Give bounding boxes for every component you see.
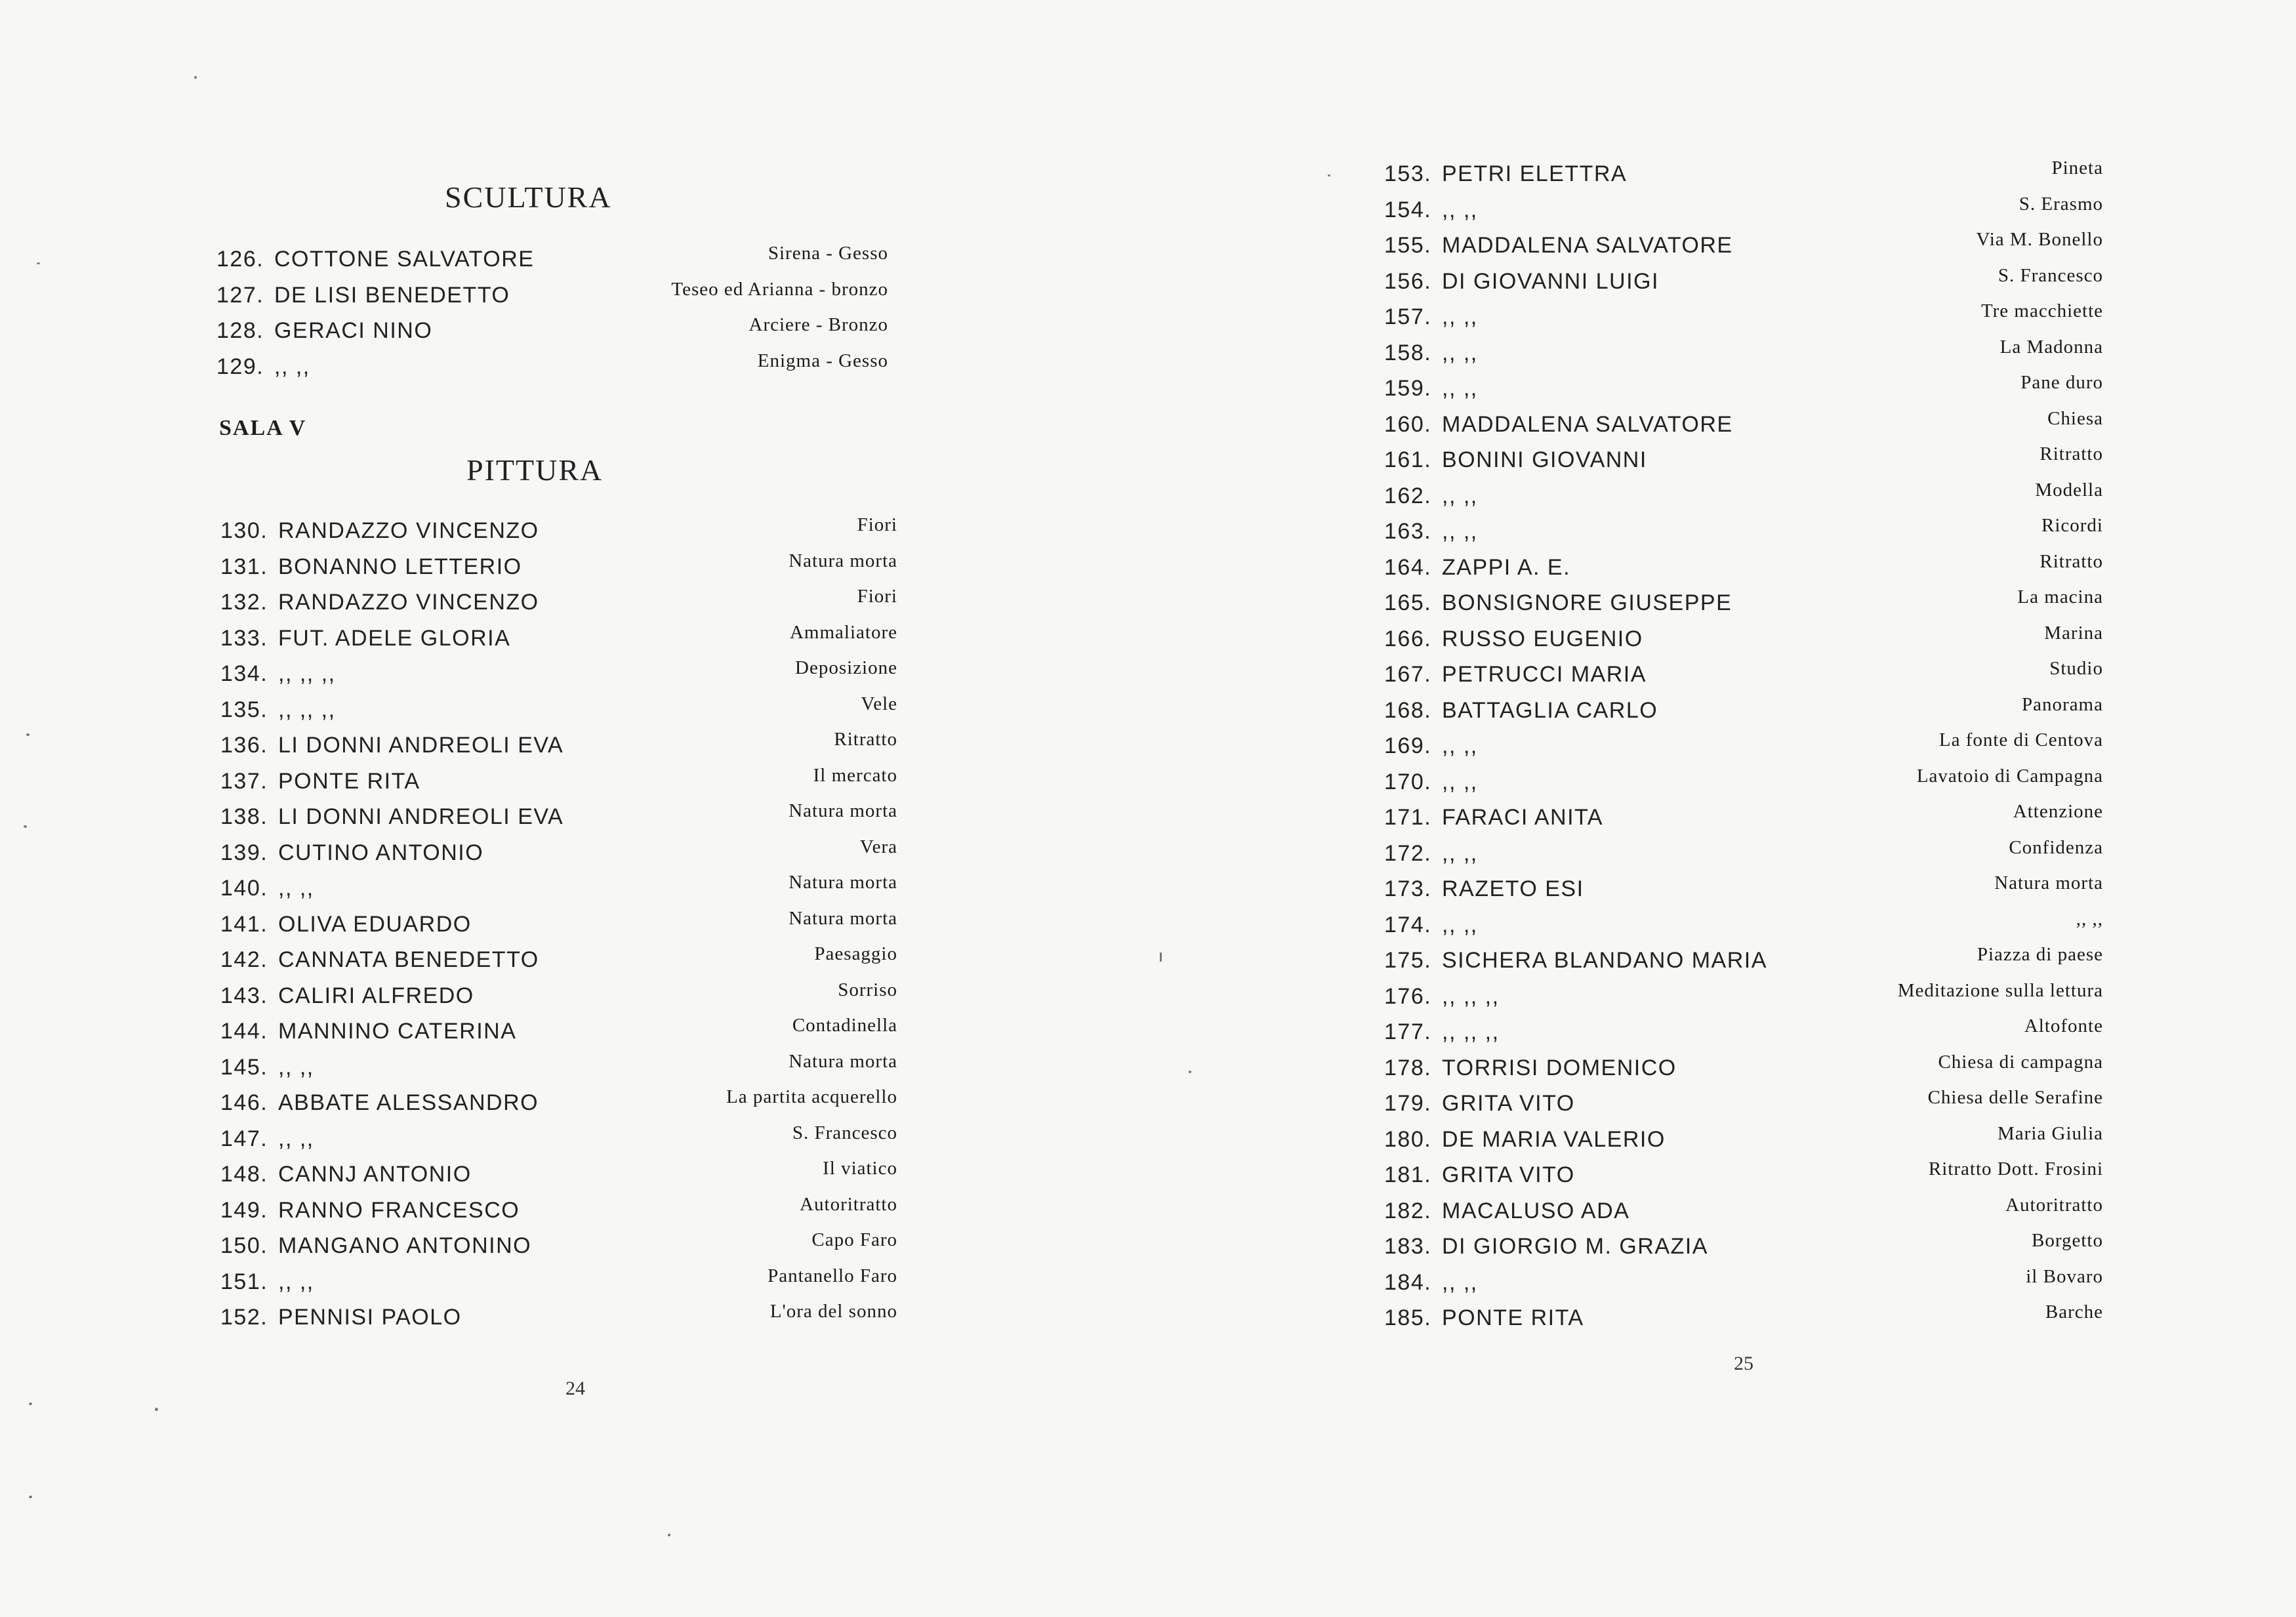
entry-name: PENNISI PAOLO bbox=[278, 1305, 462, 1330]
catalog-entry bbox=[1384, 1230, 2103, 1270]
entry-name: LI DONNI ANDREOLI EVA bbox=[278, 733, 564, 758]
entry-name: BONINI GIOVANNI bbox=[1442, 447, 1647, 472]
entry-title: Ritratto Dott. Frosini bbox=[1928, 1158, 2103, 1179]
catalog-entry bbox=[1384, 979, 2103, 1020]
entry-name: RANDAZZO VINCENZO bbox=[278, 518, 539, 543]
entry-num: 180. bbox=[1384, 1126, 1432, 1152]
entry-title: Natura morta bbox=[1994, 872, 2103, 893]
entry-name: RANDAZZO VINCENZO bbox=[278, 590, 539, 615]
catalog-entry bbox=[220, 1122, 897, 1162]
entry-name: ,, ,, bbox=[278, 1126, 314, 1151]
entry-name: ,, ,, bbox=[1442, 340, 1478, 365]
entry-title: Contadinella bbox=[792, 1015, 897, 1036]
catalog-entry bbox=[1384, 193, 2103, 234]
entry-num: 150. bbox=[220, 1233, 268, 1258]
entry-num: 130. bbox=[220, 518, 268, 543]
catalog-entry bbox=[1384, 622, 2103, 663]
entry-num: 181. bbox=[1384, 1162, 1432, 1187]
entry-name: CANNATA BENEDETTO bbox=[278, 947, 539, 972]
entry-name: MACALUSO ADA bbox=[1442, 1198, 1630, 1223]
entry-name: DI GIOVANNI LUIGI bbox=[1442, 268, 1659, 294]
catalog-entry bbox=[1384, 1087, 2103, 1127]
entry-title: La partita acquerello bbox=[726, 1086, 897, 1107]
catalog-entry bbox=[220, 514, 897, 554]
scan-speck bbox=[1189, 1071, 1191, 1073]
catalog-entry bbox=[220, 586, 897, 626]
entry-name: ,, ,, bbox=[1442, 912, 1478, 937]
entry-title: S. Erasmo bbox=[2019, 193, 2103, 215]
catalog-entry bbox=[220, 943, 897, 983]
catalog-entry bbox=[1384, 801, 2103, 841]
entry-num: 165. bbox=[1384, 590, 1432, 615]
entry-title: Il mercato bbox=[813, 764, 897, 786]
entry-num: 185. bbox=[1384, 1305, 1432, 1330]
scan-speck bbox=[26, 733, 30, 736]
entry-name: GRITA VITO bbox=[1442, 1162, 1575, 1187]
entry-name: BONSIGNORE GIUSEPPE bbox=[1442, 590, 1732, 615]
entry-name: ,, ,, bbox=[278, 876, 314, 901]
entry-num: 177. bbox=[1384, 1019, 1432, 1044]
entry-name: ,, ,, ,, bbox=[278, 661, 336, 686]
catalog-entry bbox=[1384, 693, 2103, 734]
entry-title: Sirena - Gesso bbox=[768, 243, 888, 264]
scan-speck bbox=[155, 1408, 158, 1411]
entry-title: Chiesa bbox=[2047, 407, 2103, 429]
entry-num: 148. bbox=[220, 1162, 268, 1187]
entry-title: Ammaliatore bbox=[789, 621, 897, 643]
entry-num: 149. bbox=[220, 1197, 268, 1223]
catalog-entry bbox=[216, 278, 888, 319]
entry-title: La fonte di Centova bbox=[1938, 729, 2103, 750]
entry-num: 132. bbox=[220, 590, 268, 615]
entry-num: 167. bbox=[1384, 662, 1432, 687]
catalog-entry bbox=[1384, 1265, 2103, 1306]
pittura-heading: PITTURA bbox=[466, 453, 604, 487]
entry-num: 160. bbox=[1384, 411, 1432, 437]
entry-title: S. Francesco bbox=[792, 1122, 897, 1143]
catalog-entry bbox=[220, 1050, 897, 1091]
catalog-entry bbox=[1384, 836, 2103, 877]
catalog-entry bbox=[1384, 229, 2103, 269]
entry-title: Maria Giulia bbox=[1998, 1122, 2103, 1144]
entry-title: Confidenza bbox=[2009, 836, 2103, 858]
entry-title: Fiori bbox=[857, 514, 897, 535]
entry-num: 169. bbox=[1384, 733, 1432, 758]
entry-num: 136. bbox=[220, 733, 268, 758]
entry-num: 163. bbox=[1384, 519, 1432, 544]
entry-num: 158. bbox=[1384, 340, 1432, 365]
catalog-entry bbox=[1384, 157, 2103, 197]
entry-title: Marina bbox=[2044, 622, 2103, 644]
catalog-entry bbox=[1384, 1122, 2103, 1163]
entry-name: DE LISI BENEDETTO bbox=[274, 282, 510, 308]
entry-num: 155. bbox=[1384, 233, 1432, 258]
entry-num: 171. bbox=[1384, 805, 1432, 830]
scan-speck bbox=[29, 1496, 32, 1498]
entry-name: GRITA VITO bbox=[1442, 1091, 1575, 1116]
right-page bbox=[1148, 0, 2296, 1617]
entry-title: Vera bbox=[859, 836, 897, 857]
entry-name: PONTE RITA bbox=[1442, 1305, 1584, 1330]
entry-name: ,, ,, bbox=[1442, 733, 1478, 758]
entry-name: MADDALENA SALVATORE bbox=[1442, 233, 1733, 258]
entry-num: 151. bbox=[220, 1269, 268, 1294]
scan-speck bbox=[1328, 174, 1330, 176]
scan-speck bbox=[29, 1402, 32, 1405]
entry-name: ,, ,, bbox=[1442, 519, 1478, 544]
pittura-list bbox=[220, 514, 897, 1341]
scultura-list bbox=[216, 243, 888, 390]
catalog-entry bbox=[220, 836, 897, 876]
entry-num: 147. bbox=[220, 1126, 268, 1151]
entry-name: MADDALENA SALVATORE bbox=[1442, 411, 1733, 437]
entry-num: 145. bbox=[220, 1054, 268, 1080]
catalog-entry bbox=[1384, 336, 2103, 377]
entry-name: GERACI NINO bbox=[274, 318, 433, 343]
catalog-entry bbox=[1384, 550, 2103, 591]
catalog-entry bbox=[220, 693, 897, 733]
entry-title: Attenzione bbox=[2013, 801, 2103, 822]
catalog-entry bbox=[220, 979, 897, 1019]
entry-num: 152. bbox=[220, 1305, 268, 1330]
entry-title: Pantanello Faro bbox=[768, 1265, 897, 1286]
entry-name: ABBATE ALESSANDRO bbox=[278, 1090, 539, 1115]
entry-num: 126. bbox=[216, 247, 264, 272]
entry-title: Natura morta bbox=[789, 1050, 897, 1072]
catalog-entry bbox=[220, 800, 897, 840]
entry-num: 138. bbox=[220, 804, 268, 829]
entry-title: Ritratto bbox=[2040, 550, 2103, 572]
entry-title: Lavatoio di Campagna bbox=[1916, 765, 2103, 787]
catalog-entry bbox=[220, 1229, 897, 1269]
scultura-heading: SCULTURA bbox=[445, 180, 612, 214]
entry-num: 172. bbox=[1384, 840, 1432, 866]
entry-name: ,, ,, bbox=[1442, 1269, 1478, 1295]
entry-num: 129. bbox=[216, 354, 264, 379]
entry-name: TORRISI DOMENICO bbox=[1442, 1055, 1677, 1080]
entry-title: La Madonna bbox=[1999, 336, 2103, 358]
entry-num: 156. bbox=[1384, 268, 1432, 294]
entry-title: Borgetto bbox=[2032, 1230, 2103, 1251]
entry-name: CALIRI ALFREDO bbox=[278, 983, 474, 1008]
entry-num: 173. bbox=[1384, 876, 1432, 901]
entry-name: ,, ,, bbox=[274, 354, 310, 379]
scan-speck bbox=[24, 825, 27, 828]
entry-name: ,, ,, bbox=[1442, 197, 1478, 222]
entry-name: ,, ,, bbox=[1442, 376, 1478, 401]
entry-num: 128. bbox=[216, 318, 264, 343]
catalog-entry bbox=[1384, 443, 2103, 483]
entry-name: MANGANO ANTONINO bbox=[278, 1233, 532, 1258]
catalog-entry bbox=[220, 1086, 897, 1126]
catalog-entry bbox=[220, 657, 897, 697]
entry-name: SICHERA BLANDANO MARIA bbox=[1442, 948, 1767, 973]
entry-title: Meditazione sulla lettura bbox=[1897, 979, 2103, 1001]
catalog-entry bbox=[1384, 1051, 2103, 1092]
entry-name: ,, ,, bbox=[278, 1269, 314, 1294]
entry-name: COTTONE SALVATORE bbox=[274, 247, 535, 272]
entry-name: RUSSO EUGENIO bbox=[1442, 626, 1643, 651]
entry-num: 143. bbox=[220, 983, 268, 1008]
entry-name: CANNJ ANTONIO bbox=[278, 1162, 472, 1187]
entry-name: CUTINO ANTONIO bbox=[278, 840, 484, 865]
entry-name: FUT. ADELE GLORIA bbox=[278, 625, 511, 651]
catalog-entry bbox=[220, 1265, 897, 1305]
entry-num: 175. bbox=[1384, 948, 1432, 973]
catalog-entry bbox=[1384, 1194, 2103, 1235]
catalog-entry bbox=[1384, 407, 2103, 448]
entry-num: 176. bbox=[1384, 983, 1432, 1009]
entry-title: Capo Faro bbox=[811, 1229, 897, 1250]
scan-speck bbox=[194, 76, 197, 79]
catalog-entry bbox=[1384, 1015, 2103, 1055]
entry-num: 162. bbox=[1384, 483, 1432, 508]
sala-label: SALA V bbox=[219, 416, 307, 440]
entry-num: 159. bbox=[1384, 376, 1432, 401]
entry-num: 144. bbox=[220, 1019, 268, 1044]
catalog-entry bbox=[1384, 765, 2103, 806]
catalog-entry bbox=[220, 1158, 897, 1198]
entry-title: S. Francesco bbox=[1998, 264, 2103, 286]
catalog-entry bbox=[220, 1301, 897, 1341]
catalog-entry bbox=[220, 1015, 897, 1055]
entry-num: 184. bbox=[1384, 1269, 1432, 1295]
entry-num: 166. bbox=[1384, 626, 1432, 651]
entry-title: Chiesa di campagna bbox=[1938, 1051, 2103, 1073]
entry-num: 137. bbox=[220, 768, 268, 794]
entry-title: Vele bbox=[861, 693, 897, 714]
entry-name: DE MARIA VALERIO bbox=[1442, 1126, 1666, 1152]
entry-num: 135. bbox=[220, 697, 268, 722]
entry-num: 164. bbox=[1384, 554, 1432, 580]
entry-title: Pineta bbox=[2051, 157, 2103, 178]
catalog-entry bbox=[1384, 1301, 2103, 1341]
entry-title: Deposizione bbox=[795, 657, 897, 678]
entry-name: ,, ,, ,, bbox=[278, 697, 336, 722]
entry-title: Tre macchiette bbox=[1980, 300, 2103, 321]
catalog-entry bbox=[220, 872, 897, 912]
entry-num: 183. bbox=[1384, 1234, 1432, 1259]
entry-title: Via M. Bonello bbox=[1976, 229, 2103, 250]
entry-title: Il viatico bbox=[823, 1158, 897, 1179]
entry-title: Piazza di paese bbox=[1977, 944, 2103, 965]
entry-num: 140. bbox=[220, 876, 268, 901]
entry-num: 133. bbox=[220, 625, 268, 651]
entry-title: Arciere - Bronzo bbox=[748, 314, 888, 335]
catalog-entry bbox=[1384, 586, 2103, 626]
entry-name: BONANNO LETTERIO bbox=[278, 554, 522, 579]
catalog-entry bbox=[1384, 908, 2103, 949]
entry-title: Pane duro bbox=[2020, 372, 2103, 393]
entry-name: ,, ,, bbox=[1442, 769, 1478, 794]
scan-speck bbox=[37, 262, 40, 264]
entry-name: RANNO FRANCESCO bbox=[278, 1197, 520, 1223]
entry-title: Autoritratto bbox=[800, 1193, 897, 1215]
entry-num: 174. bbox=[1384, 912, 1432, 937]
entry-num: 179. bbox=[1384, 1091, 1432, 1116]
entry-name: DI GIORGIO M. GRAZIA bbox=[1442, 1234, 1708, 1259]
entry-num: 142. bbox=[220, 947, 268, 972]
entry-num: 139. bbox=[220, 840, 268, 865]
entry-title: il Bovaro bbox=[2026, 1265, 2103, 1287]
entry-name: PONTE RITA bbox=[278, 768, 420, 794]
catalog-entry bbox=[216, 314, 888, 354]
entry-num: 127. bbox=[216, 282, 264, 308]
entry-name: FARACI ANITA bbox=[1442, 805, 1603, 830]
catalog-entry bbox=[220, 621, 897, 662]
catalog-entry bbox=[1384, 658, 2103, 698]
catalog-entry bbox=[220, 907, 897, 948]
entry-title: Sorriso bbox=[838, 979, 897, 1000]
entry-title: ,, ,, bbox=[2076, 908, 2103, 930]
entry-name: OLIVA EDUARDO bbox=[278, 911, 472, 937]
entry-num: 161. bbox=[1384, 447, 1432, 472]
catalog-entry bbox=[1384, 300, 2103, 340]
entry-title: Chiesa delle Serafine bbox=[1927, 1087, 2103, 1108]
entry-title: Ritratto bbox=[2040, 443, 2103, 464]
entry-name: BATTAGLIA CARLO bbox=[1442, 697, 1658, 723]
entry-num: 141. bbox=[220, 911, 268, 937]
entry-name: PETRUCCI MARIA bbox=[1442, 662, 1647, 687]
entry-num: 157. bbox=[1384, 304, 1432, 329]
entry-title: Natura morta bbox=[789, 872, 897, 893]
entry-title: Natura morta bbox=[789, 550, 897, 571]
catalog-entry bbox=[216, 243, 888, 283]
entry-num: 131. bbox=[220, 554, 268, 579]
scan-speck bbox=[668, 1534, 670, 1536]
entry-title: Paesaggio bbox=[814, 943, 897, 964]
entry-title: Panorama bbox=[2022, 693, 2103, 715]
entry-title: Ricordi bbox=[2041, 515, 2103, 536]
entry-title: Studio bbox=[2049, 658, 2103, 679]
entry-title: Fiori bbox=[857, 586, 897, 607]
entry-title: Modella bbox=[2035, 479, 2103, 501]
entry-title: Natura morta bbox=[789, 907, 897, 929]
entry-num: 134. bbox=[220, 661, 268, 686]
entry-name: LI DONNI ANDREOLI EVA bbox=[278, 804, 564, 829]
entry-name: ZAPPI A. E. bbox=[1442, 554, 1571, 580]
scan-speck bbox=[1160, 952, 1162, 962]
entry-name: ,, ,, bbox=[1442, 304, 1478, 329]
catalog-entry bbox=[1384, 372, 2103, 412]
entry-title: Barche bbox=[2045, 1301, 2103, 1322]
entry-title: Natura morta bbox=[789, 800, 897, 821]
catalog-entry bbox=[1384, 872, 2103, 912]
entry-name: MANNINO CATERINA bbox=[278, 1019, 517, 1044]
entry-num: 182. bbox=[1384, 1198, 1432, 1223]
catalog-entry bbox=[1384, 515, 2103, 555]
catalog-entry bbox=[220, 1193, 897, 1234]
entry-name: ,, ,, ,, bbox=[1442, 1019, 1500, 1044]
entry-name: ,, ,, bbox=[1442, 840, 1478, 866]
entry-title: Enigma - Gesso bbox=[757, 350, 888, 371]
catalog-entry bbox=[220, 550, 897, 590]
entry-title: Teseo ed Arianna - bronzo bbox=[671, 278, 888, 300]
page-number-left: 24 bbox=[565, 1378, 585, 1399]
entry-num: 154. bbox=[1384, 197, 1432, 222]
page-number-right: 25 bbox=[1734, 1353, 1753, 1374]
entry-name: ,, ,, bbox=[1442, 483, 1478, 508]
catalog-entry bbox=[216, 350, 888, 390]
entry-name: PETRI ELETTRA bbox=[1442, 161, 1628, 186]
entry-title: Altofonte bbox=[2024, 1015, 2103, 1036]
entry-num: 146. bbox=[220, 1090, 268, 1115]
entry-name: ,, ,, ,, bbox=[1442, 983, 1500, 1009]
entry-num: 170. bbox=[1384, 769, 1432, 794]
entry-num: 168. bbox=[1384, 697, 1432, 723]
catalog-entry bbox=[1384, 264, 2103, 305]
entry-title: L'ora del sonno bbox=[769, 1301, 897, 1322]
catalog-entry bbox=[1384, 479, 2103, 520]
entry-name: ,, ,, bbox=[278, 1054, 314, 1080]
entry-num: 153. bbox=[1384, 161, 1432, 186]
catalog-entry bbox=[220, 764, 897, 805]
entry-title: Ritratto bbox=[834, 729, 897, 750]
entry-title: La macina bbox=[2017, 586, 2103, 607]
catalog-entry bbox=[220, 729, 897, 769]
catalog-list-right bbox=[1384, 157, 2103, 1341]
catalog-entry bbox=[1384, 1158, 2103, 1198]
catalog-entry bbox=[1384, 944, 2103, 984]
entry-name: RAZETO ESI bbox=[1442, 876, 1584, 901]
entry-num: 178. bbox=[1384, 1055, 1432, 1080]
catalog-entry bbox=[1384, 729, 2103, 769]
entry-title: Autoritratto bbox=[2005, 1194, 2103, 1216]
